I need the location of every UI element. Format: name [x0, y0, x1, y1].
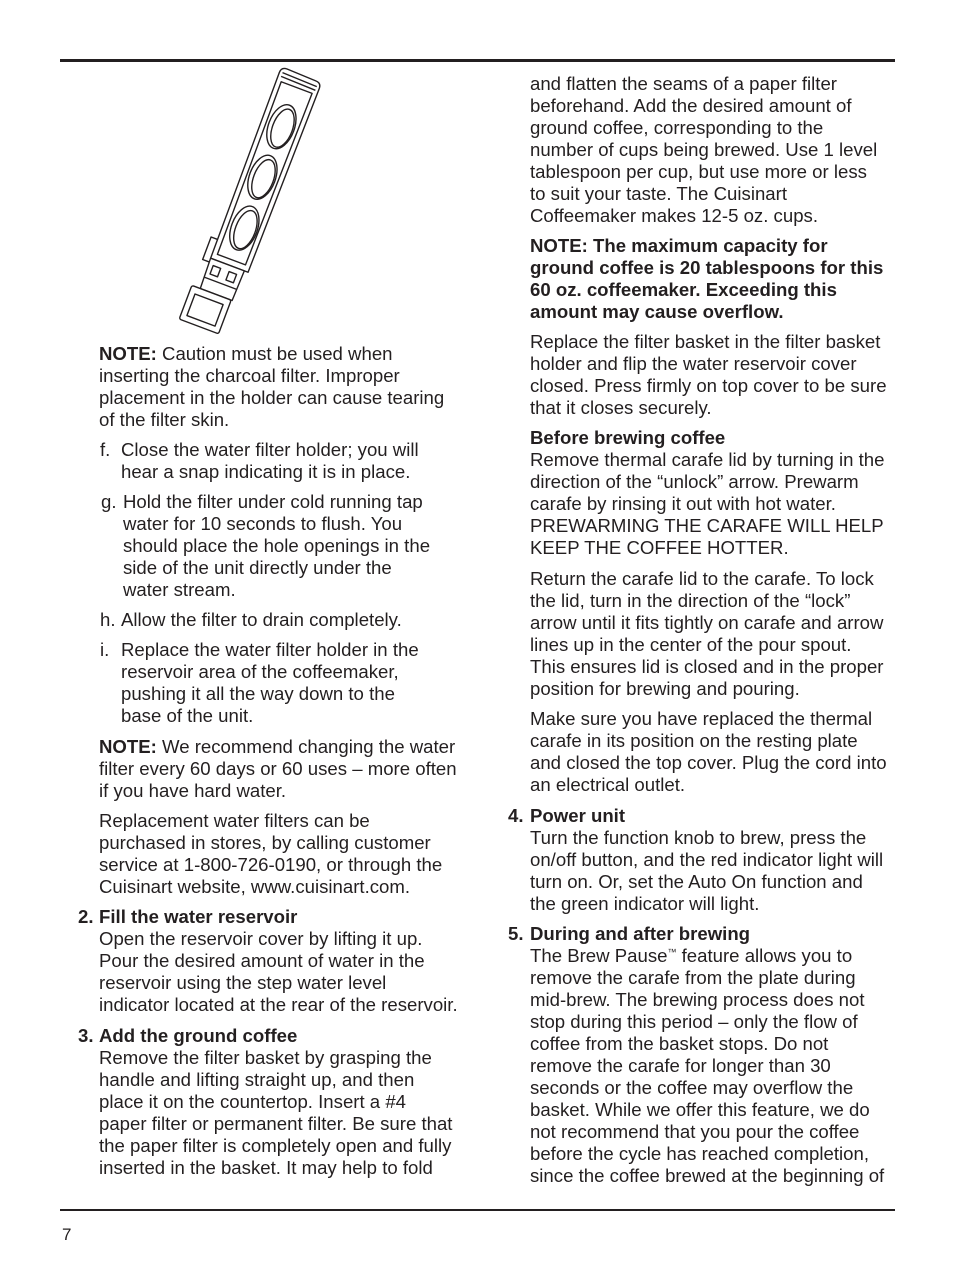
subheading-before-brewing: Before brewing coffee	[530, 427, 726, 448]
note-caution	[99, 343, 444, 431]
page-number: 7	[62, 1225, 72, 1244]
step-marker: h.	[100, 609, 116, 630]
section-body: Remove the filter basket by grasping the handle and lifting straight up, and then place it on the countertop. Insert a #4 paper filter or permanent filter. Be sure that the paper filter is completely open and fully inserted in the basket. It may help to fold	[99, 1047, 453, 1178]
top-rule	[60, 59, 895, 62]
step-text: Close the water filter holder; you will hear a snap indicating it is in place.	[121, 439, 419, 482]
section-title: During and after brewing	[530, 923, 751, 944]
section-body: Open the reservoir cover by lifting it up. Pour the desired amount of water in the reservoir using the step water level indicator located at the rear of the reservoir.	[99, 928, 458, 1015]
step-text: Hold the filter under cold running tap water for 10 seconds to flush. You should place the hole openings in the side of the unit directly under the water stream.	[123, 491, 431, 600]
section-heading	[78, 906, 458, 928]
step-marker: f.	[100, 439, 111, 460]
step-marker: g.	[101, 491, 117, 512]
step-text: Allow the filter to drain completely.	[121, 609, 402, 630]
section-add-ground-coffee	[78, 1025, 453, 1179]
section-title: Fill the water reservoir	[99, 906, 298, 927]
before-brewing-block	[530, 427, 885, 559]
section-number: 3.	[78, 1025, 94, 1046]
note-label: NOTE:	[99, 343, 157, 364]
section-power-unit	[508, 805, 884, 915]
bottom-rule	[60, 1209, 895, 1211]
section-number: 2.	[78, 906, 94, 927]
replacement-filters-paragraph: Replacement water filters can be purchased in stores, by calling customer service at 1-800-726-0190, or through the Cuisinart website, www.cuisinart.com.	[99, 810, 443, 897]
make-sure-paragraph: Make sure you have replaced the thermal carafe in its position on the resting plate and closed the top cover. Plug the cord into an electrical outlet.	[530, 708, 887, 795]
note-replace-filter	[99, 736, 457, 802]
section-during-after-brewing	[508, 923, 885, 1187]
section-body	[530, 945, 884, 1187]
section-heading	[78, 1025, 452, 1047]
water-filter-holder-illustration	[160, 65, 350, 345]
section-fill-water-reservoir	[78, 906, 458, 1016]
return-lid-paragraph: Return the carafe lid to the carafe. To lock the lid, turn in the direction of the “lock” arrow until it fits tightly on carafe and arrow lines up in the center of the pour spout. This ensures lid is closed and in the proper position for brewing and pouring.	[530, 568, 884, 699]
continued-paragraph: and flatten the seams of a paper filter beforehand. Add the desired amount of ground coffee, corresponding to the number of cups being brewed. Use 1 level tablespoon per cup, but use more or less to suit your taste. The Cuisinart Coffeemaker makes 12-5 oz. cups.	[530, 73, 878, 226]
note-capacity: NOTE: The maximum capacity for ground coffee is 20 tablespoons for this 60 oz. coffeemaker. Exceeding this amount may cause overflow.	[530, 235, 884, 322]
note-text: Caution must be used when inserting the charcoal filter. Improper placement in the holder can cause tearing of the filter skin.	[99, 343, 445, 430]
before-brewing-body: Remove thermal carafe lid by turning in the direction of the “unlock” arrow. Prewarm carafe by rinsing it out with hot water. PREWARMING THE CARAFE WILL HELP KEEP THE COFFEE HOTTER.	[530, 449, 885, 558]
section-body-start: The Brew Pause	[530, 945, 668, 966]
replace-basket-paragraph: Replace the filter basket in the filter basket holder and flip the water reservoir cover closed. Press firmly on top cover to be sure that it closes securely.	[530, 331, 887, 418]
note-label: NOTE:	[99, 736, 157, 757]
section-title: Add the ground coffee	[99, 1025, 298, 1046]
step-text: Replace the water filter holder in the reservoir area of the coffeemaker, pushing it all the way down to the base of the unit.	[121, 639, 419, 726]
note-text: We recommend changing the water filter every 60 days or 60 uses – more often if you have hard water.	[99, 736, 457, 801]
trademark-symbol: ™	[667, 947, 677, 957]
section-number: 5.	[508, 923, 524, 944]
section-body: Turn the function knob to brew, press the on/off button, and the red indicator light will turn on. Or, set the Auto On function and the green indicator will light.	[530, 827, 884, 914]
section-number: 4.	[508, 805, 524, 826]
section-body-rest: feature allows you to remove the carafe from the plate during mid-brew. The brewing process does not stop during this period – only the flow of coffee from the basket stops. Do not remove the carafe for longer than 30 seconds or the coffee may overflow the basket. While we offer this feature, we do not recommend that you pour the coffee before the cycle has reached completion, since the coffee brewed at the beginning of	[530, 945, 885, 1186]
section-heading	[508, 805, 883, 827]
step-marker: i.	[100, 639, 110, 660]
section-title: Power unit	[530, 805, 626, 826]
section-heading	[508, 923, 884, 945]
